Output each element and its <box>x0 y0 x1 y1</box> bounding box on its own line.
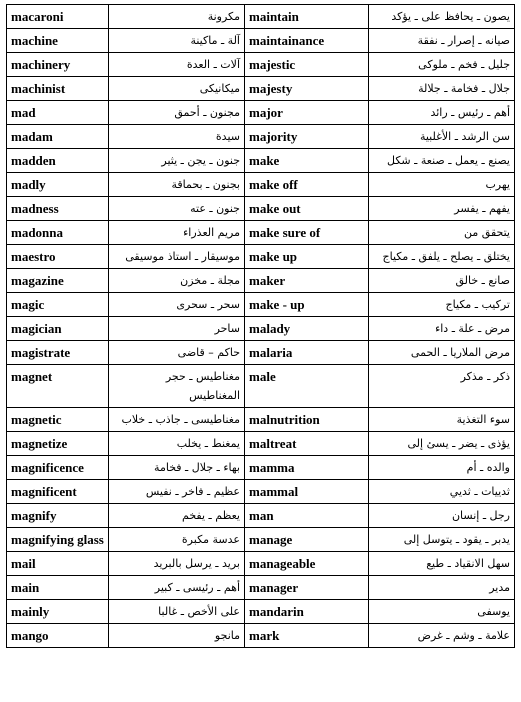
arabic-meaning: تركيب ـ مكياج <box>369 293 515 317</box>
english-word: mango <box>7 624 109 648</box>
vocabulary-table <box>6 4 515 648</box>
english-word: magic <box>7 293 109 317</box>
arabic-meaning: جنون ـ عته <box>109 197 245 221</box>
table-row <box>7 149 515 173</box>
table-row <box>7 504 515 528</box>
arabic-meaning: سيدة <box>109 125 245 149</box>
table-row <box>7 480 515 504</box>
arabic-meaning: ساحر <box>109 317 245 341</box>
english-word: madden <box>7 149 109 173</box>
arabic-meaning: رجل ـ إنسان <box>369 504 515 528</box>
arabic-meaning: بهاء ـ جلال ـ فخامة <box>109 456 245 480</box>
table-row <box>7 624 515 648</box>
dictionary-page <box>6 4 514 648</box>
arabic-meaning: يتحقق من <box>369 221 515 245</box>
arabic-meaning: آلات ـ العدة <box>109 53 245 77</box>
english-word: make <box>245 149 369 173</box>
arabic-meaning: مجنون ـ أحمق <box>109 101 245 125</box>
table-row <box>7 221 515 245</box>
arabic-meaning: صانع ـ خالق <box>369 269 515 293</box>
english-word: main <box>7 576 109 600</box>
vocabulary-table-body <box>7 5 515 648</box>
english-word: magnifying glass <box>7 528 109 552</box>
arabic-meaning: مجلة ـ مخزن <box>109 269 245 293</box>
english-word: maintainance <box>245 29 369 53</box>
english-word: mad <box>7 101 109 125</box>
table-row <box>7 5 515 29</box>
english-word: maker <box>245 269 369 293</box>
table-row <box>7 77 515 101</box>
english-word: malnutrition <box>245 408 369 432</box>
arabic-meaning: مغناطيسى ـ جاذب ـ خلاب <box>109 408 245 432</box>
english-word: manageable <box>245 552 369 576</box>
english-word: make - up <box>245 293 369 317</box>
table-row <box>7 528 515 552</box>
arabic-meaning: أهم ـ رئيس ـ رائد <box>369 101 515 125</box>
arabic-meaning: حاكم – قاضى <box>109 341 245 365</box>
arabic-meaning: على الأخص ـ غالبا <box>109 600 245 624</box>
english-word: maintain <box>245 5 369 29</box>
arabic-meaning: ميكانيكى <box>109 77 245 101</box>
arabic-meaning: جلال ـ فخامة ـ جلالة <box>369 77 515 101</box>
english-word: mammal <box>245 480 369 504</box>
table-row <box>7 293 515 317</box>
english-word: majesty <box>245 77 369 101</box>
english-word: manager <box>245 576 369 600</box>
table-row <box>7 101 515 125</box>
english-word: magician <box>7 317 109 341</box>
arabic-meaning: موسيقار ـ استاذ موسيقى <box>109 245 245 269</box>
table-row <box>7 317 515 341</box>
arabic-meaning: يوسفى <box>369 600 515 624</box>
arabic-meaning: يدبر ـ يقود ـ يتوسل إلى <box>369 528 515 552</box>
table-row <box>7 29 515 53</box>
english-word: mandarin <box>245 600 369 624</box>
english-word: machinery <box>7 53 109 77</box>
english-word: manage <box>245 528 369 552</box>
arabic-meaning: يعظم ـ يفخم <box>109 504 245 528</box>
english-word: mark <box>245 624 369 648</box>
english-word: macaroni <box>7 5 109 29</box>
english-word: majority <box>245 125 369 149</box>
arabic-meaning: يصون ـ يحافظ على ـ يؤكد <box>369 5 515 29</box>
english-word: magnet <box>7 365 109 408</box>
table-row <box>7 456 515 480</box>
english-word: magnificent <box>7 480 109 504</box>
table-row <box>7 269 515 293</box>
english-word: madly <box>7 173 109 197</box>
arabic-meaning: والده ـ أم <box>369 456 515 480</box>
english-word: malaria <box>245 341 369 365</box>
english-word: make off <box>245 173 369 197</box>
english-word: machine <box>7 29 109 53</box>
arabic-meaning: عظيم ـ فاخر ـ نفيس <box>109 480 245 504</box>
arabic-meaning: يختلق ـ يصلح ـ يلفق ـ مكياج <box>369 245 515 269</box>
english-word: make sure of <box>245 221 369 245</box>
table-row <box>7 125 515 149</box>
english-word: madonna <box>7 221 109 245</box>
arabic-meaning: صيانه ـ إصرار ـ نفقة <box>369 29 515 53</box>
english-word: mamma <box>245 456 369 480</box>
arabic-meaning: يمغنط ـ يخلب <box>109 432 245 456</box>
english-word: mainly <box>7 600 109 624</box>
table-row <box>7 365 515 408</box>
table-row <box>7 197 515 221</box>
arabic-meaning: مريم العذراء <box>109 221 245 245</box>
arabic-meaning: يصنع ـ يعمل ـ صنعة ـ شكل <box>369 149 515 173</box>
arabic-meaning: عدسة مكبرة <box>109 528 245 552</box>
arabic-meaning: يفهم ـ يفسر <box>369 197 515 221</box>
arabic-meaning: مكرونة <box>109 5 245 29</box>
english-word: magnify <box>7 504 109 528</box>
arabic-meaning: سحر ـ سحرى <box>109 293 245 317</box>
arabic-meaning: يؤذى ـ يضر ـ يسئ إلى <box>369 432 515 456</box>
english-word: madness <box>7 197 109 221</box>
english-word: madam <box>7 125 109 149</box>
english-word: magnetize <box>7 432 109 456</box>
arabic-meaning: ذكر ـ مذكر <box>369 365 515 408</box>
arabic-meaning: مغناطيس ـ حجر المغناطيس <box>109 365 245 408</box>
english-word: maestro <box>7 245 109 269</box>
table-row <box>7 576 515 600</box>
english-word: maltreat <box>245 432 369 456</box>
english-word: magistrate <box>7 341 109 365</box>
arabic-meaning: بجنون ـ بحماقة <box>109 173 245 197</box>
arabic-meaning: مرض ـ علة ـ داء <box>369 317 515 341</box>
table-row <box>7 341 515 365</box>
arabic-meaning: علامة ـ وشم ـ غرض <box>369 624 515 648</box>
english-word: magnificence <box>7 456 109 480</box>
english-word: machinist <box>7 77 109 101</box>
table-row <box>7 552 515 576</box>
arabic-meaning: سهل الانقياد ـ طيع <box>369 552 515 576</box>
table-row <box>7 53 515 77</box>
arabic-meaning: ثدييات ـ ثديي <box>369 480 515 504</box>
arabic-meaning: جنون ـ يجن ـ يثير <box>109 149 245 173</box>
english-word: mail <box>7 552 109 576</box>
english-word: male <box>245 365 369 408</box>
arabic-meaning: يهرب <box>369 173 515 197</box>
table-row <box>7 245 515 269</box>
arabic-meaning: جليل ـ فخم ـ ملوكى <box>369 53 515 77</box>
table-row <box>7 173 515 197</box>
english-word: majestic <box>245 53 369 77</box>
english-word: malady <box>245 317 369 341</box>
arabic-meaning: آلة ـ ماكينة <box>109 29 245 53</box>
arabic-meaning: مانجو <box>109 624 245 648</box>
arabic-meaning: أهم ـ رئيسى ـ كبير <box>109 576 245 600</box>
arabic-meaning: سوء التغذية <box>369 408 515 432</box>
table-row <box>7 600 515 624</box>
english-word: major <box>245 101 369 125</box>
arabic-meaning: بريد ـ يرسل بالبريد <box>109 552 245 576</box>
english-word: make up <box>245 245 369 269</box>
arabic-meaning: مرض الملاريا ـ الحمى <box>369 341 515 365</box>
arabic-meaning: سن الرشد ـ الأغلبية <box>369 125 515 149</box>
table-row <box>7 432 515 456</box>
english-word: magnetic <box>7 408 109 432</box>
table-row <box>7 408 515 432</box>
arabic-meaning: مدير <box>369 576 515 600</box>
english-word: magazine <box>7 269 109 293</box>
english-word: make out <box>245 197 369 221</box>
english-word: man <box>245 504 369 528</box>
